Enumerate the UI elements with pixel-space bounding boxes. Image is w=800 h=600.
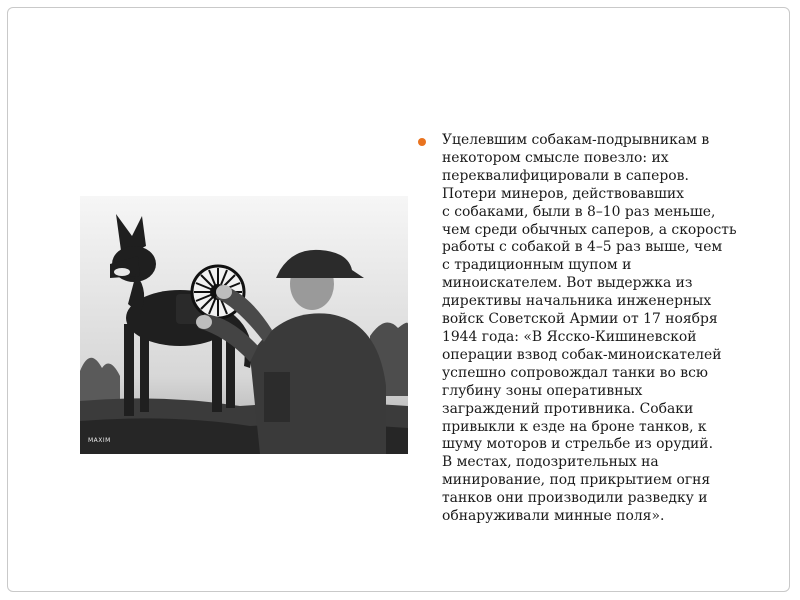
photo-credit: MAXIM	[88, 437, 111, 444]
bullet-icon	[418, 138, 426, 146]
bullet-item	[418, 132, 796, 526]
bullet-text: Уцелевшим собакам-подрывникам в некотором смысле повезло: их переквалифицировали в саперов. Потери минеров, действовавших с собаками, были в 8–10 раз меньше, чем среди обычных саперов, а скорость работы с собакой в 4–5 раз выше, чем с традиционным щупом и миноискателем. Вот выдержка из директивы начальника инженерных войск Советской Армии от 17 ноября 1944 года: «В Ясско-Кишиневской операции взвод собак-миноискателей успешно сопровождал танки во всю глубину зоны оперативных заграждений противника. Собаки привыкли к езде на броне танков, к шуму моторов и стрельбе из орудий. В местах, подозрительных на минирование, под прикрытием огня танков они производили разведку и обнаруживали минные поля».	[442, 132, 737, 525]
historical-photo	[80, 196, 408, 454]
